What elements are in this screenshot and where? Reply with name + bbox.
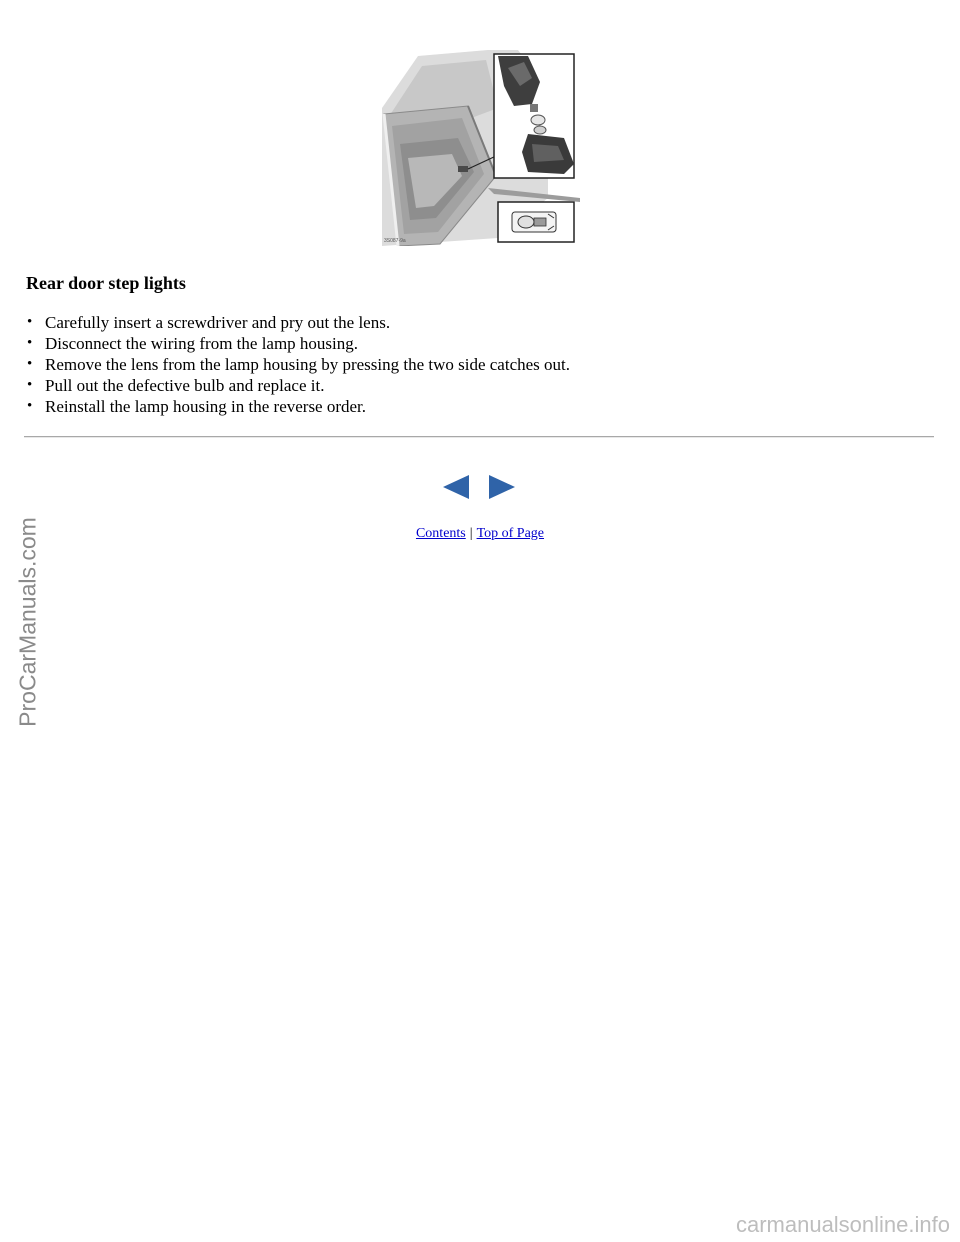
section-heading: Rear door step lights [26, 273, 186, 293]
link-separator: | [469, 526, 473, 541]
right-arrow-icon[interactable] [489, 475, 515, 499]
bottom-watermark: carmanualsonline.info [735, 1212, 950, 1237]
instruction-step: • Pull out the defective bulb and replace it. [24, 375, 570, 396]
instruction-step: • Reinstall the lamp housing in the reverse order. [24, 396, 570, 417]
horizontal-divider [24, 436, 934, 438]
instruction-step: • Remove the lens from the lamp housing by pressing the two side catches out. [24, 354, 570, 375]
instruction-step: • Disconnect the wiring from the lamp housing. [24, 333, 570, 354]
page-navigation [443, 475, 517, 499]
side-watermark-text: ProCarManuals.com [14, 517, 41, 727]
top-of-page-link[interactable]: Top of Page [476, 526, 545, 541]
door-step-light-illustration [378, 48, 580, 246]
left-arrow-icon[interactable] [443, 475, 469, 499]
footer-links [0, 525, 960, 543]
svg-text:3S087-9a: 3S087-9a [384, 238, 406, 244]
side-watermark [8, 512, 48, 732]
instruction-list [24, 312, 570, 417]
contents-link[interactable]: Contents [415, 526, 466, 541]
instruction-step: • Carefully insert a screwdriver and pry out the lens. [24, 312, 570, 333]
